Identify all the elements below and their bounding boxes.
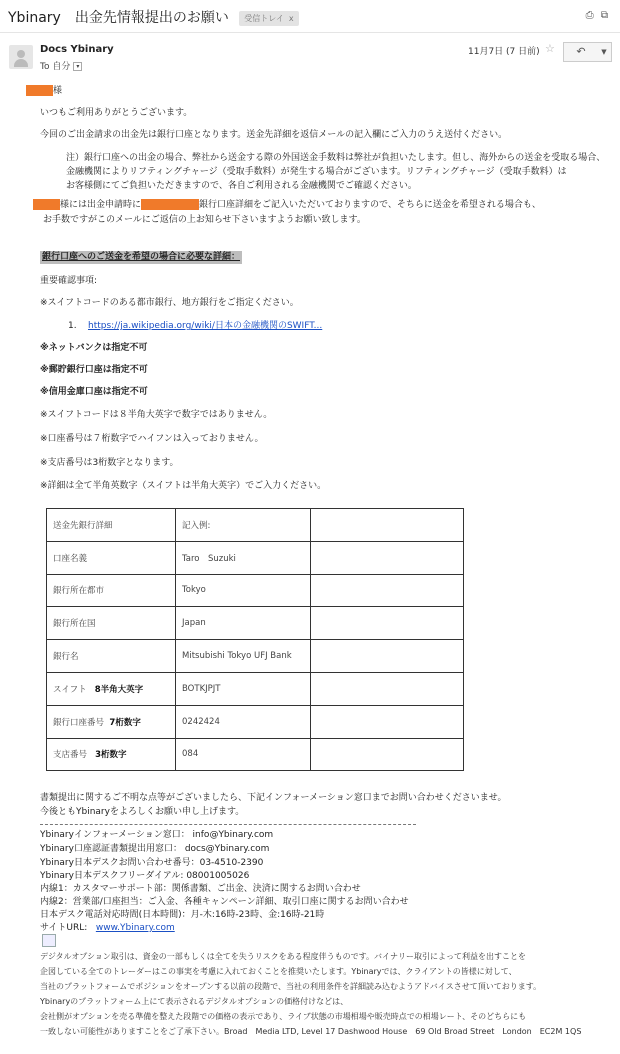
important-heading: 重要確認事項: [40,276,98,286]
row-input-cell [311,574,464,607]
paragraph-2-line-1 [33,199,541,212]
label-close-icon[interactable]: x [288,13,294,23]
disclaimer-line-5: 会社側がオプションを売る準備を整えた段階での価格の表示であり、ライブ状態の市場相場や販売時点での相場レート、そのどちらにも [40,1012,527,1021]
row-label [47,705,176,738]
recipient-text: To 自分 [40,62,71,72]
details-dropdown-icon[interactable]: ▾ [73,62,82,71]
inbox-label[interactable] [239,11,298,26]
table-row [47,574,464,607]
row-label [47,541,176,574]
row-label [47,607,176,640]
more-actions-button[interactable] [597,42,612,62]
chevron-down-icon: ▼ [601,48,607,56]
contact-docs: Ybinary口座認証書類提出用窓口： docs@Ybinary.com [40,844,270,854]
note-line-2: 金融機関によりリフティングチャージ（受取手数料）が発生する場合がございます。リフティングチャージ（受取手数料）は [66,167,567,177]
row-example: 0242424 [176,705,311,738]
note-line-3: お客様側にてご負担いただきますので、各自ご利用される金融機関でご確認ください。 [66,181,417,191]
redacted-name [26,85,53,96]
row-input-cell [311,705,464,738]
account-format: ※口座番号は７桁数字でハイフンは入っておりません。 [40,434,264,444]
bank-details-table [46,508,464,771]
row-example: Tokyo [176,574,311,607]
row-input-cell [311,672,464,705]
disclaimer-line-1: デジタルオプション取引は、資金の一部もしくは全てを失うリスクをある程度伴うものです。バイナリー取引によって利益を出すことを [40,952,526,961]
contact-phone: Ybinary日本デスクお問い合わせ番号：03-4510-2390 [40,858,264,868]
star-icon[interactable]: ☆ [545,42,555,55]
recipient-line [40,59,82,72]
row-example: Taro Suzuki [176,541,311,574]
row-input-cell [311,541,464,574]
note-line-1: 注）銀行口座への出金の場合、弊社から送金する際の外国送金手数料は弊社が負担いたします。但し、海外からの送金を受取る場合、 [66,153,606,163]
row-label [47,574,176,607]
table-row [47,640,464,673]
redacted-text [141,199,199,210]
row-label-text: 銀行名 [53,652,79,663]
row-label [47,672,176,705]
section-title: 銀行口座へのご送金を希望の場合に必要な詳細： [42,252,241,262]
table-header-cell [311,509,464,542]
table-row [47,672,464,705]
row-label-text: スイフト [53,684,87,695]
row-input-cell [311,607,464,640]
row-input-cell [311,738,464,771]
greeting: いつもご利用ありがとうございます。 [40,108,193,118]
row-label [47,738,176,771]
table-header-cell: 記入例: [176,509,311,542]
row-example: Japan [176,607,311,640]
row-input-cell [311,640,464,673]
row-label-text: 銀行所在都市 [53,586,105,597]
row-example: BOTKJPJT [176,672,311,705]
table-row [47,705,464,738]
row-label-bold: 8半角大英字 [94,684,144,695]
table-header-row [47,509,464,542]
table-row [47,607,464,640]
site-url-link[interactable]: www.Ybinary.com [95,923,175,933]
halfwidth-note: ※詳細は全て半角英数字（スイフトは半角大英字）でご入力ください。 [40,481,327,491]
list-number: 1. [68,321,77,331]
row-label-bold: 3桁数字 [95,750,127,761]
row-example: Mitsubishi Tokyo UFJ Bank [176,640,311,673]
row-example: 084 [176,738,311,771]
contact-ext2: 内線2：営業部/口座担当：ご入金、各種キャンペーン詳細、取引口座に関するお問い合わせ [40,897,409,907]
wiki-link[interactable] [88,320,322,333]
print-icon[interactable]: ⎙ [585,10,594,21]
broken-image-icon [42,934,56,947]
closing-line-1: 書類提出に関するご不明な点等がございましたら、下記インフォーメーション窓口までお問い合わせくださいませ。 [40,793,507,803]
subject-text: Ybinary 出金先情報提出のお願い [8,10,229,26]
no-credit: ※信用金庫口座は指定不可 [40,387,148,397]
no-netbank: ※ネットバンクは指定不可 [40,343,148,353]
intro-text: 今回のご出金請求の出金先は銀行口座となります。送金先詳細を返信メールの記入欄にご入力のうえ送付ください。 [40,130,508,140]
closing-line-2: 今後ともYbinaryをよろしくお願い申し上げます。 [40,807,245,817]
row-label [47,640,176,673]
contact-info: Ybinaryインフォーメーション窓口： info@Ybinary.com [40,830,274,840]
row-label-text: 口座名義 [53,553,88,564]
paragraph-2-line-2: お手数ですがこのメールにご返信の上お知らせ下さいますようお願い致します。 [43,215,366,225]
contact-freedial: Ybinary日本デスクフリーダイアル: 08001005026 [40,871,250,881]
row-label-bold: 7桁数字 [109,717,141,728]
no-postal: ※郵貯銀行口座は指定不可 [40,365,148,375]
dashed-divider [40,824,416,825]
branch-format: ※支店番号は3桁数字となります。 [40,458,179,468]
site-url-label: サイトURL: [40,923,88,933]
salutation-suffix: 様 [53,86,63,96]
table-row [47,738,464,771]
swift-format: ※スイフトコードは８半角大英字で数字ではありません。 [40,410,273,420]
contact-hours: 日本デスク電話対応時間(日本時間)：月-木:16時-23時、金:16時-21時 [40,910,325,920]
message-date: 11月7日 (7 日前) [468,47,540,57]
divider [0,32,620,33]
site-url-line [40,922,175,935]
p2-part2: 銀行口座詳細をご記入いただいておりますので、そちらに送金を希望される場合も、 [199,200,541,210]
wiki-link-text[interactable]: https://ja.wikipedia.org/wiki/日本の金融機関のSWIFT... [88,321,323,331]
reply-button[interactable] [563,42,599,62]
p2-part1: 様には出金申請時に [60,200,142,210]
row-label-text: 銀行所在国 [53,619,96,630]
disclaimer-line-3: 当社のプラットフォームでポジションをオープンする以前の段階で、当社の利用条件を詳細読み込むようアドバイスさせて頂いております。 [40,982,542,991]
reply-icon: ↶ [576,45,586,58]
row-label-text: 銀行口座番号 [53,717,105,728]
redacted-name [33,199,60,210]
new-window-icon[interactable]: ⧉ [600,10,608,21]
sender-name[interactable]: Docs Ybinary [40,44,114,55]
header-actions [586,10,608,21]
table-row [47,541,464,574]
disclaimer-line-2: 企図している全てのトレーダーはこの事実を考慮に入れておくことを推奨いたします。Ybinaryでは、クライアントの皆様に対して、 [40,967,517,976]
table-header-cell: 送金先銀行詳細 [47,509,176,542]
disclaimer-line-6: 一致しない可能性がありますことをご了承下さい。Broad Media LTD, Level 17 Dashwood House 69 Old Broad Street London EC2M 1QS [40,1027,582,1036]
row-label-text: 支店番号 [53,750,88,761]
avatar[interactable] [9,45,33,69]
inbox-label-text: 受信トレイ [244,13,284,23]
contact-ext1: 内線1：カスタマーサポート部：関係書類、ご出金、決済に関するお問い合わせ [40,884,361,894]
swift-note: ※スイフトコードのある都市銀行、地方銀行をご指定ください。 [40,298,299,308]
disclaimer-line-4: Ybinaryのプラットフォーム上にて表示されるデジタルオプションの価格付けなどは、 [40,997,349,1006]
salutation [26,85,62,98]
email-subject [8,7,299,27]
